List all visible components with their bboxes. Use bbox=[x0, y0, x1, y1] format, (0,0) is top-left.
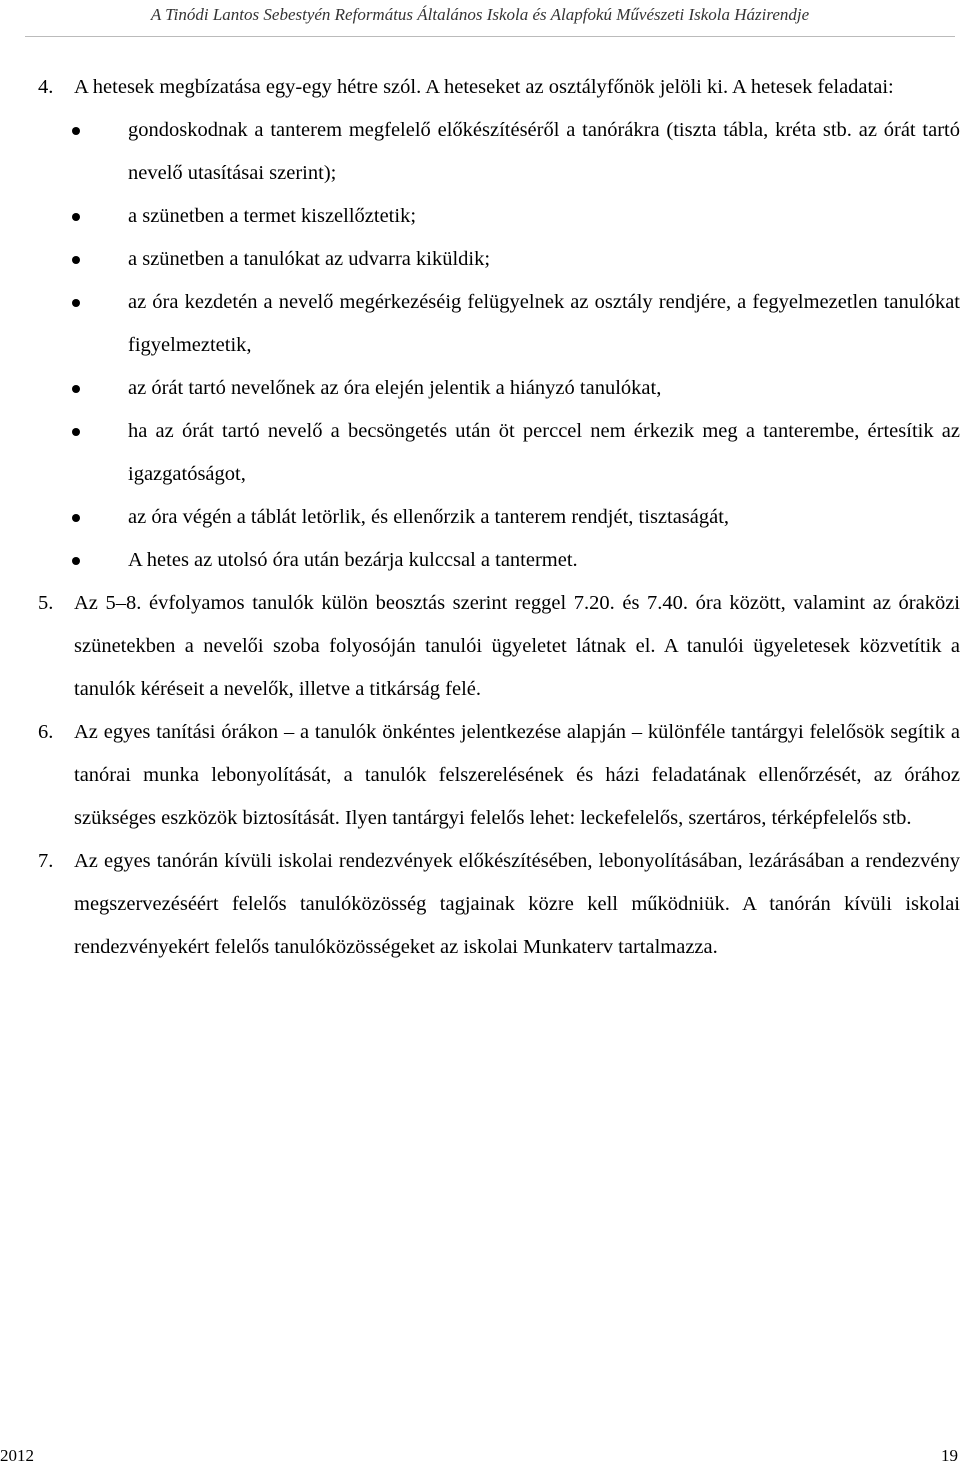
bullet-icon bbox=[72, 557, 80, 565]
header-divider bbox=[25, 36, 955, 37]
bullet-icon bbox=[72, 299, 80, 307]
bullet-icon bbox=[72, 256, 80, 264]
list-item bbox=[74, 109, 960, 195]
list-item bbox=[74, 195, 960, 238]
bullet-icon bbox=[72, 127, 80, 135]
list-item-text: gondoskodnak a tanterem megfelelő előkészítéséről a tanórákra (tiszta tábla, kréta stb. az órát tartó nevelő utasításai szerint); bbox=[128, 119, 960, 184]
bullet-icon bbox=[72, 385, 80, 393]
list-item-text: ha az órát tartó nevelő a becsöngetés után öt perccel nem érkezik meg a tanterembe, értesítik az igazgatóságot, bbox=[128, 420, 960, 485]
list-item bbox=[74, 281, 960, 367]
rule-item-4 bbox=[38, 66, 960, 109]
item-number: 6. bbox=[38, 721, 54, 743]
item-number: 4. bbox=[38, 76, 54, 98]
list-item-text: a szünetben a termet kiszellőztetik; bbox=[128, 205, 417, 227]
list-item bbox=[74, 238, 960, 281]
list-item-text: az óra végén a táblát letörlik, és ellenőrzik a tanterem rendjét, tisztaságát, bbox=[128, 506, 730, 528]
item-number: 7. bbox=[38, 850, 54, 872]
rule-item-6 bbox=[38, 711, 960, 840]
bullet-icon bbox=[72, 514, 80, 522]
list-item-text: az óra kezdetén a nevelő megérkezéséig felügyelnek az osztály rendjére, a fegyelmezetlen tanulókat figyelmeztetik, bbox=[128, 291, 960, 356]
duty-list bbox=[38, 109, 960, 582]
list-item bbox=[74, 539, 960, 582]
footer-year: 2012 bbox=[0, 1446, 34, 1465]
rule-item-5 bbox=[38, 582, 960, 711]
item-text: Az egyes tanórán kívüli iskolai rendezvények előkészítésében, lebonyolításában, lezárásában a rendezvény megszervezéséért felelős tanulóközösség tagjainak közre kell működniük. A tanórán kívüli iskolai rendezvényekért felelős tanulóközösségeket az iskolai Munkaterv tartalmazza. bbox=[74, 850, 960, 958]
bullet-icon bbox=[72, 213, 80, 221]
list-item bbox=[74, 410, 960, 496]
list-item-text: a szünetben a tanulókat az udvarra kiküldik; bbox=[128, 248, 491, 270]
document-body bbox=[38, 66, 960, 969]
list-item-text: az órát tartó nevelőnek az óra elején jelentik a hiányzó tanulókat, bbox=[128, 377, 662, 399]
item-number: 5. bbox=[38, 592, 54, 614]
bullet-icon bbox=[72, 428, 80, 436]
list-item bbox=[74, 367, 960, 410]
item-text: Az egyes tanítási órákon – a tanulók önkéntes jelentkezése alapján – különféle tantárgyi felelősök segítik a tanórai munka lebonyolítását, a tanulók felszerelésének és házi feladatának ellenőrzését, az órához szükséges eszközök biztosítását. Ilyen tantárgyi felelős lehet: leckefelelős, szertáros, térképfelelős stb. bbox=[74, 721, 960, 829]
item-text: Az 5–8. évfolyamos tanulók külön beosztás szerint reggel 7.20. és 7.40. óra között, valamint az óraközi szünetekben a nevelői szoba folyosóján tanulói ügyeletet látnak el. A tanulói ügyeletesek közvetítik a tanulók kéréseit a nevelők, illetve a titkárság felé. bbox=[74, 592, 960, 700]
rule-item-7 bbox=[38, 840, 960, 969]
page-number: 19 bbox=[941, 1446, 958, 1465]
list-item-text: A hetes az utolsó óra után bezárja kulccsal a tantermet. bbox=[128, 549, 578, 571]
list-item bbox=[74, 496, 960, 539]
item-text: A hetesek megbízatása egy-egy hétre szól. A heteseket az osztályfőnök jelöli ki. A hetesek feladatai: bbox=[74, 76, 894, 98]
page-header: A Tinódi Lantos Sebestyén Református Általános Iskola és Alapfokú Művészeti Iskola Házirendje bbox=[150, 5, 810, 24]
